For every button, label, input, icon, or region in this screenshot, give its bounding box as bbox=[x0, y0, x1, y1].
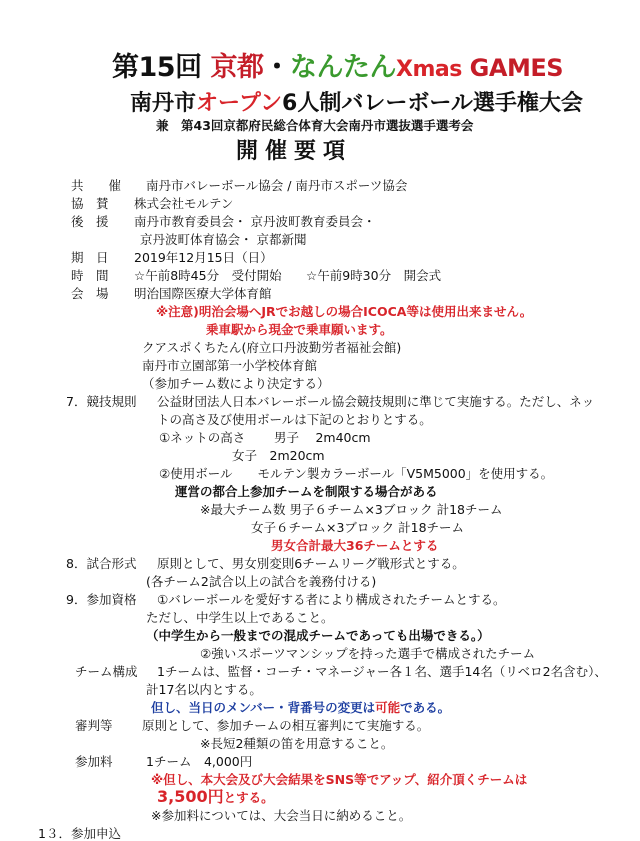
support-label: 後 援 bbox=[71, 214, 109, 229]
venue-warning-1: ※注意)明治会場へJRでお越しの場合ICOCA等は使用出来ません。 bbox=[156, 304, 533, 319]
referee-label: 審判等 bbox=[75, 718, 113, 733]
fee-value: 1チーム 4,000円 bbox=[146, 754, 253, 769]
subtitle-open: オープン bbox=[196, 91, 283, 116]
time-opening: ☆午前9時30分 開会式 bbox=[306, 268, 442, 283]
fee-discount-amount bbox=[157, 788, 274, 807]
time-label: 時 間 bbox=[71, 268, 109, 283]
max-teams-men: ※最大チーム数 男子６チーム×3ブロック 計18チーム bbox=[200, 502, 503, 517]
net-height-men: 男子 2m40cm bbox=[274, 430, 371, 445]
max-teams-women: 女子６チーム×3ブロック 計18チーム bbox=[251, 520, 465, 535]
format-text-1: 原則として、男女別変則6チームリーグ戦形式とする。 bbox=[157, 556, 465, 571]
event-title bbox=[112, 45, 563, 84]
ball-spec: ②使用ボール モルテン製カラーボール「V5M5000」を使用する。 bbox=[159, 466, 554, 481]
page-heading: 開催要項 bbox=[236, 139, 353, 164]
support-value-2: 京丹波町体育協会・ 京都新聞 bbox=[140, 232, 307, 247]
subtitle-rest: 6人制バレーボール選手権大会 bbox=[282, 91, 583, 116]
eligibility-text-4: ②強いスポーツマンシップを持った選手で構成されたチーム bbox=[200, 646, 536, 661]
venue-label: 会 場 bbox=[71, 286, 109, 301]
rules-text-2: トの高さ及び使用ボールは下記のとおりとする。 bbox=[157, 412, 432, 427]
venue-warning-2: 乗車駅から現金で乗車願います。 bbox=[206, 322, 393, 337]
subtitle-city: 南丹市 bbox=[130, 91, 197, 116]
rules-label: 7．競技規則 bbox=[66, 394, 137, 409]
eligibility-label: 9．参加資格 bbox=[66, 592, 137, 607]
title-prefix: 第15回 bbox=[112, 52, 211, 83]
team-composition-text-1: 1チームは、監督・コーチ・マネージャー各１名、選手14名（リベロ2名含む）、 bbox=[157, 664, 607, 679]
title-games: GAMES bbox=[461, 54, 564, 82]
team-composition-text-2: 計17名以内とする。 bbox=[146, 682, 262, 697]
format-text-2: (各チーム2試合以上の試合を義務付ける) bbox=[146, 574, 377, 589]
support-value-1: 南丹市教育委員会・ 京丹波町教育委員会・ bbox=[134, 214, 376, 229]
member-change-note bbox=[151, 700, 450, 715]
cohost-label: 共 催 bbox=[71, 178, 122, 193]
referee-text-2: ※長短2種類の笛を用意すること。 bbox=[200, 736, 394, 751]
eligibility-text-2: ただし、中学生以上であること。 bbox=[146, 610, 334, 625]
team-limit-note: 運営の都合上参加チームを制限する場合がある bbox=[175, 484, 438, 499]
net-height-label: ①ネットの高さ bbox=[159, 430, 246, 445]
referee-text-1: 原則として、参加チームの相互審判にて実施する。 bbox=[142, 718, 430, 733]
team-composition-label: チーム構成 bbox=[75, 664, 138, 679]
time-reception: ☆午前8時45分 受付開始 bbox=[134, 268, 282, 283]
member-change-note-c: である。 bbox=[400, 700, 451, 715]
fee-discount-value: 3,500円 bbox=[157, 787, 224, 806]
date-label: 期 日 bbox=[71, 250, 109, 265]
event-subtitle bbox=[130, 86, 583, 117]
venue-1: 明治国際医療大学体育館 bbox=[134, 286, 272, 301]
member-change-note-a: 但し、当日のメンバー・背番号の変更は bbox=[151, 700, 376, 715]
format-label: 8．試合形式 bbox=[66, 556, 137, 571]
event-concurrent-title: 兼 第43回京都府民総合体育大会南丹市選抜選手選考会 bbox=[156, 118, 474, 133]
venue-note: （参加チーム数により決定する） bbox=[142, 376, 330, 391]
title-nantan: なんたん bbox=[289, 52, 396, 83]
fee-payment-note: ※参加料については、大会当日に納めること。 bbox=[151, 808, 412, 823]
fee-label: 参加料 bbox=[75, 754, 113, 769]
net-height-women: 女子 2m20cm bbox=[232, 448, 325, 463]
rules-text-1: 公益財団法人日本バレーボール協会競技規則に準じて実施する。ただし、ネッ bbox=[157, 394, 595, 409]
cohost-value: 南丹市バレーボール協会 / 南丹市スポーツ協会 bbox=[146, 178, 408, 193]
sponsor-value: 株式会社モルテン bbox=[134, 196, 234, 211]
sponsor-label: 協 賛 bbox=[71, 196, 109, 211]
venue-2: クアスポくちたん(府立口丹波勤労者福祉会館) bbox=[142, 340, 402, 355]
application-label: 1３．参加申込 bbox=[38, 826, 121, 841]
title-kyoto: 京都 bbox=[210, 52, 264, 83]
eligibility-text-1: ①バレーボールを愛好する者により構成されたチームとする。 bbox=[157, 592, 506, 607]
title-xmas: Xmas bbox=[395, 57, 462, 82]
date-value: 2019年12月15日（日） bbox=[134, 250, 273, 265]
eligibility-mixed-note: （中学生から一般までの混成チームであっても出場できる。） bbox=[146, 628, 490, 643]
venue-3: 南丹市立園部第一小学校体育館 bbox=[142, 358, 318, 373]
title-dot: ・ bbox=[263, 52, 290, 83]
fee-discount-suffix: とする。 bbox=[223, 790, 274, 805]
max-teams-total: 男女合計最大36チームとする bbox=[271, 538, 439, 553]
fee-discount-note: ※但し、本大会及び大会結果をSNS等でアップ、紹介頂くチームは bbox=[151, 772, 528, 787]
member-change-possible: 可能 bbox=[375, 700, 401, 715]
